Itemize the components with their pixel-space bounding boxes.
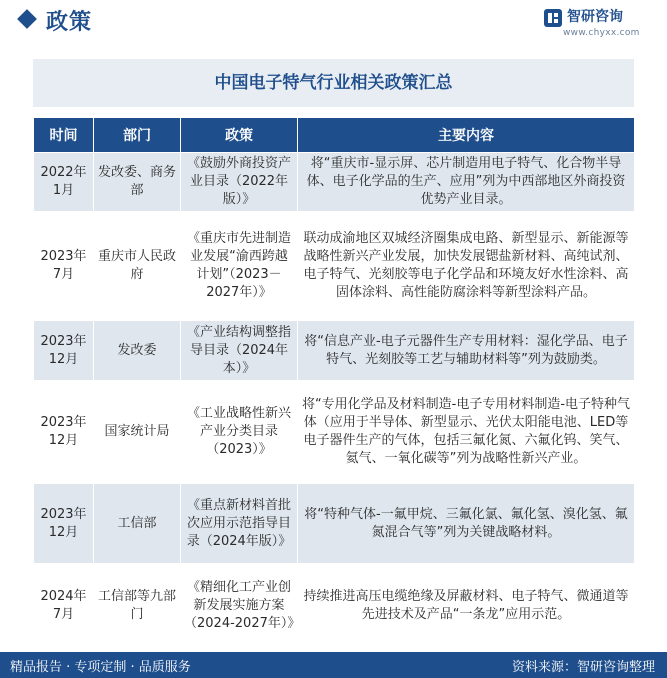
column-header-content: 主要内容	[298, 118, 635, 153]
cell-dept: 发改委	[94, 321, 181, 381]
cell-content: 持续推进高压电缆绝缘及屏蔽材料、电子特气、微通道等先进技术及产品“一条龙”应用示范。	[298, 564, 635, 648]
cell-time: 2024年7月	[34, 564, 94, 648]
policy-table	[33, 117, 635, 648]
table-row	[34, 564, 635, 648]
cell-policy: 《重庆市先进制造业发展“渝西跨越计划”（2023－2027年）》	[181, 212, 298, 321]
cell-content: 联动成渝地区双城经济圈集成电路、新型显示、新能源等战略性新兴产业发展，加快发展锶盐新材料、高纯试剂、电子特气、光刻胶等电子化学品和环境友好水性涂料、高固体涂料、高性能防腐涂料等新型涂料产品。	[298, 212, 635, 321]
cell-time: 2023年12月	[34, 484, 94, 564]
diamond-icon	[17, 9, 37, 29]
table-row	[34, 484, 635, 564]
cell-dept: 工信部	[94, 484, 181, 564]
section-header	[0, 0, 667, 44]
cell-time: 2023年12月	[34, 321, 94, 381]
table-row	[34, 153, 635, 212]
footer-source: 资料来源：智研咨询整理	[511, 660, 655, 675]
table-row	[34, 321, 635, 381]
table-title-band	[33, 59, 634, 107]
cell-policy: 《精细化工产业创新发展实施方案（2024-2027年）》	[181, 564, 298, 648]
table-row	[34, 381, 635, 484]
brand-logo	[543, 6, 653, 42]
table-title: 中国电子特气行业相关政策汇总	[214, 73, 453, 93]
cell-time: 2023年7月	[34, 212, 94, 321]
cell-dept: 工信部等九部门	[94, 564, 181, 648]
brand-url: www.chyxx.com	[563, 28, 640, 38]
cell-dept: 国家统计局	[94, 381, 181, 484]
cell-dept: 发改委、商务部	[94, 153, 181, 212]
column-header-policy: 政策	[181, 118, 298, 153]
footer-bar	[0, 652, 667, 678]
cell-time: 2023年12月	[34, 381, 94, 484]
brand-mark-icon	[543, 8, 563, 28]
section-title: 政策	[46, 10, 93, 35]
column-header-time: 时间	[34, 118, 94, 153]
column-header-dept: 部门	[94, 118, 181, 153]
cell-content: 将“专用化学品及材料制造-电子专用材料制造-电子特种气体（应用于半导体、新型显示、光伏太阳能电池、LED等电子器件生产的气体，包括三氟化氮、六氟化钨、笑气、氦气、一氧化碳等”列为战略性新兴产业。	[298, 381, 635, 484]
table-header-row	[34, 118, 635, 153]
cell-dept: 重庆市人民政府	[94, 212, 181, 321]
table-row	[34, 212, 635, 321]
cell-policy: 《工业战略性新兴产业分类目录（2023）》	[181, 381, 298, 484]
brand-name: 智研咨询	[567, 9, 623, 25]
footer-slogan: 精品报告 · 专项定制 · 品质服务	[10, 660, 191, 675]
cell-content: 将“重庆市-显示屏、芯片制造用电子特气、化合物半导体、电子化学品的生产、应用”列为中西部地区外商投资优势产业目录。	[298, 153, 635, 212]
cell-policy: 《产业结构调整指导目录（2024年本）》	[181, 321, 298, 381]
cell-content: 将“信息产业-电子元器件生产专用材料：湿化学品、电子特气、光刻胶等工艺与辅助材料等”列为鼓励类。	[298, 321, 635, 381]
cell-policy: 《鼓励外商投资产业目录（2022年版）》	[181, 153, 298, 212]
cell-policy: 《重点新材料首批次应用示范指导目录（2024年版）》	[181, 484, 298, 564]
cell-content: 将“特种气体-一氟甲烷、三氟化氯、氟化氢、溴化氢、氟氮混合气等”列为关键战略材料。	[298, 484, 635, 564]
cell-time: 2022年1月	[34, 153, 94, 212]
